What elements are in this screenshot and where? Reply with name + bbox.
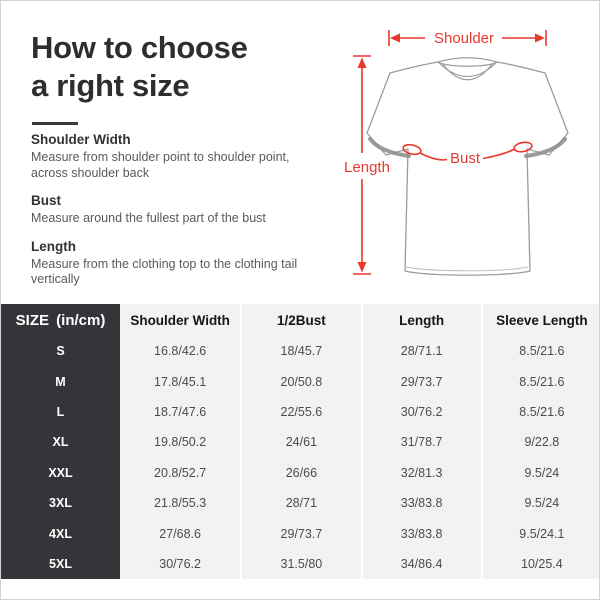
value-cell: 29/73.7 xyxy=(240,518,360,548)
table-row-m xyxy=(1,366,600,396)
title-underline xyxy=(32,122,78,125)
value-cell: 27/68.6 xyxy=(120,518,240,548)
value-cell: 10/25.4 xyxy=(481,549,600,579)
header-size: SIZE (in/cm) xyxy=(1,304,120,336)
value-cell: 26/66 xyxy=(240,458,360,488)
guide-heading-bust: Bust xyxy=(31,193,61,208)
value-cell: 20/50.8 xyxy=(240,366,360,396)
value-cell: 19.8/50.2 xyxy=(120,427,240,457)
header-half-bust: 1/2Bust xyxy=(240,304,360,336)
header-length: Length xyxy=(361,304,481,336)
page-title-line1: How to choose xyxy=(31,30,248,65)
table-row-4xl xyxy=(1,518,600,548)
value-cell: 17.8/45.1 xyxy=(120,366,240,396)
size-cell: L xyxy=(1,397,120,427)
table-row-s xyxy=(1,336,600,366)
value-cell: 34/86.4 xyxy=(361,549,481,579)
guide-body-bust: Measure around the fullest part of the bust xyxy=(31,211,266,225)
table-row-l xyxy=(1,397,600,427)
value-cell: 8.5/21.6 xyxy=(481,336,600,366)
value-cell: 30/76.2 xyxy=(120,549,240,579)
value-cell: 24/61 xyxy=(240,427,360,457)
value-cell: 22/55.6 xyxy=(240,397,360,427)
table-row-5xl xyxy=(1,549,600,579)
table-row-xxl xyxy=(1,458,600,488)
value-cell: 21.8/55.3 xyxy=(120,488,240,518)
header-sleeve-length: Sleeve Length xyxy=(481,304,600,336)
shoulder-label: Shoulder xyxy=(433,30,495,47)
value-cell: 28/71 xyxy=(240,488,360,518)
size-cell: 3XL xyxy=(1,488,120,518)
value-cell: 9.5/24 xyxy=(481,458,600,488)
value-cell: 29/73.7 xyxy=(361,366,481,396)
guide-body-length: Measure from the clothing top to the clothing tail vertically xyxy=(31,256,298,286)
table-row-xl xyxy=(1,427,600,457)
size-cell: S xyxy=(1,336,120,366)
tshirt-diagram xyxy=(331,16,591,291)
header-shoulder-width: Shoulder Width xyxy=(120,304,240,336)
tshirt-diagram-svg xyxy=(331,16,591,291)
value-cell: 32/81.3 xyxy=(361,458,481,488)
size-cell: M xyxy=(1,366,120,396)
value-cell: 31/78.7 xyxy=(361,427,481,457)
value-cell: 30/76.2 xyxy=(361,397,481,427)
value-cell: 8.5/21.6 xyxy=(481,397,600,427)
guide-heading-length: Length xyxy=(31,238,76,254)
value-cell: 18.7/47.6 xyxy=(120,397,240,427)
value-cell: 28/71.1 xyxy=(361,336,481,366)
page-title xyxy=(31,29,351,105)
size-table-header-row xyxy=(1,304,600,336)
size-cell: 4XL xyxy=(1,518,120,548)
value-cell: 9.5/24 xyxy=(481,488,600,518)
guide-body-shoulder-width: Measure from shoulder point to shoulder point, across shoulder back xyxy=(31,150,290,180)
bust-label: Bust xyxy=(449,150,481,167)
size-table xyxy=(1,304,600,580)
value-cell: 16.8/42.6 xyxy=(120,336,240,366)
measurement-guide xyxy=(31,132,336,300)
size-cell: XXL xyxy=(1,458,120,488)
value-cell: 33/83.8 xyxy=(361,518,481,548)
value-cell: 9/22.8 xyxy=(481,427,600,457)
value-cell: 31.5/80 xyxy=(240,549,360,579)
guide-heading-shoulder-width: Shoulder Width xyxy=(31,132,131,147)
length-label: Length xyxy=(344,159,390,176)
value-cell: 8.5/21.6 xyxy=(481,366,600,396)
table-row-3xl xyxy=(1,488,600,518)
page-title-line2: a right size xyxy=(31,68,190,103)
tshirt-outline xyxy=(367,62,568,275)
size-cell: XL xyxy=(1,427,120,457)
value-cell: 18/45.7 xyxy=(240,336,360,366)
value-cell: 33/83.8 xyxy=(361,488,481,518)
size-cell: 5XL xyxy=(1,549,120,579)
value-cell: 20.8/52.7 xyxy=(120,458,240,488)
value-cell: 9.5/24.1 xyxy=(481,518,600,548)
